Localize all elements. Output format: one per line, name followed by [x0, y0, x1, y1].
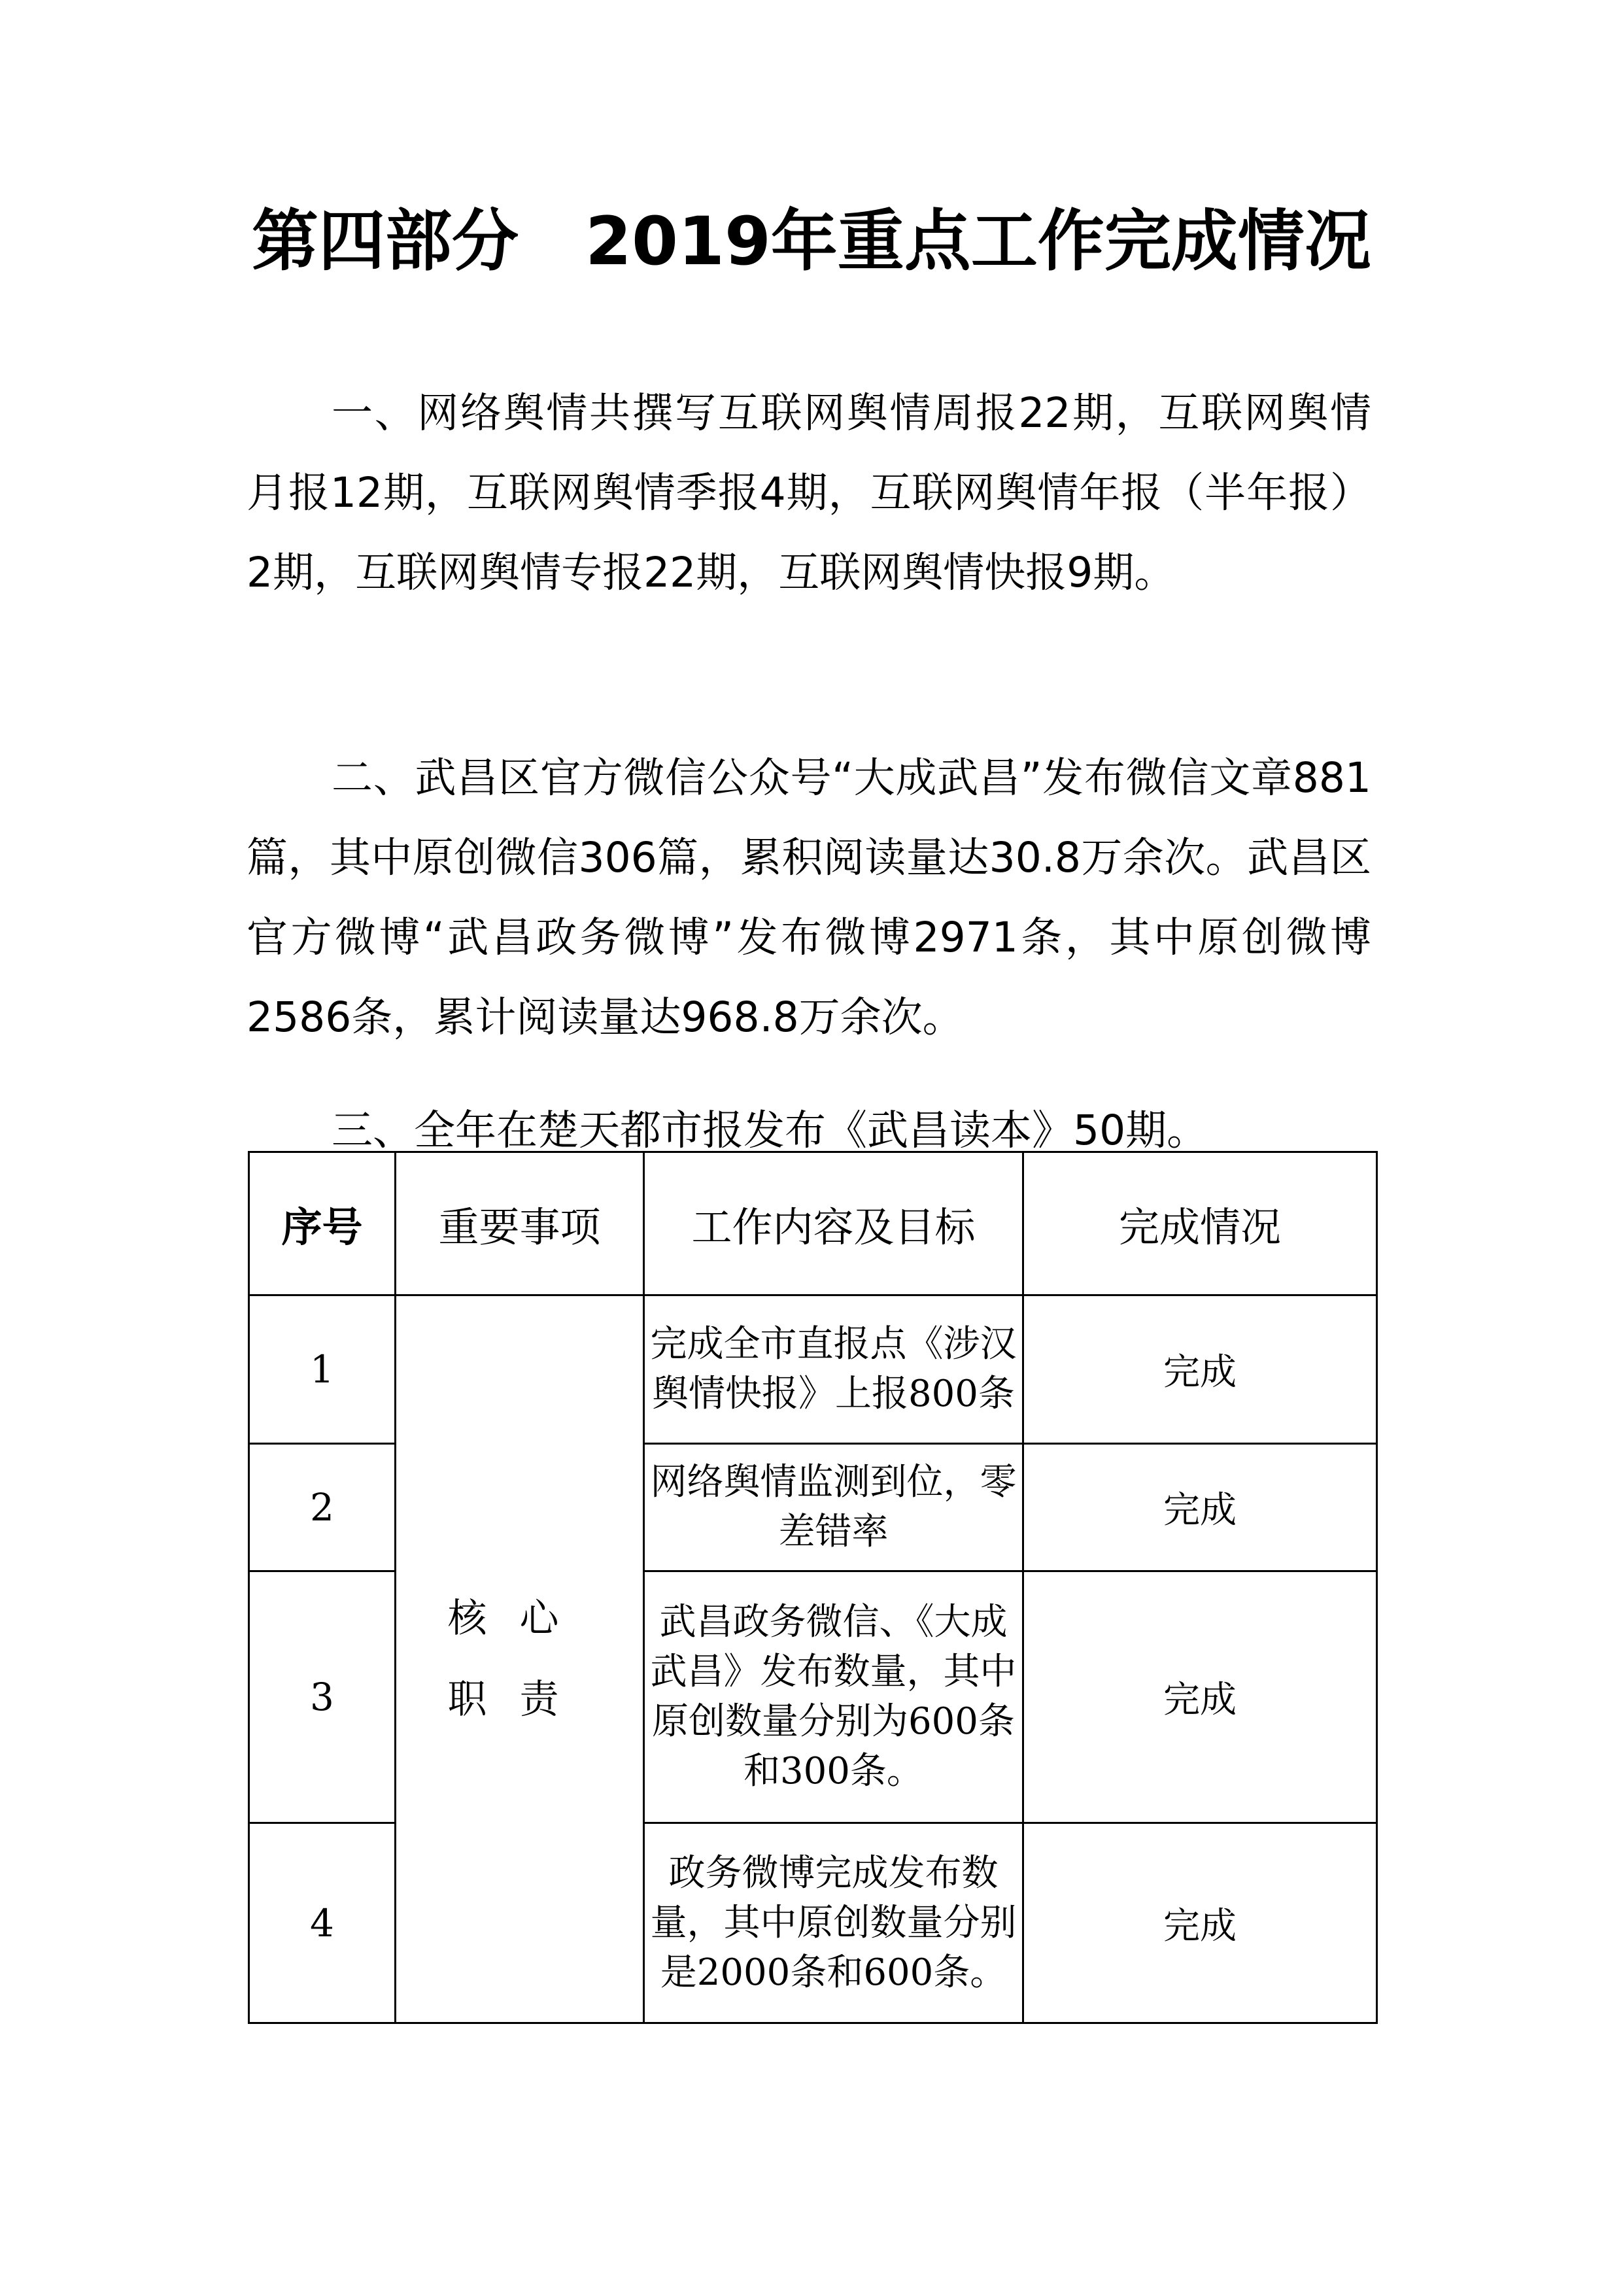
header-status: 完成情况	[1023, 1152, 1377, 1295]
work-completion-table	[248, 1151, 1378, 2024]
row-index: 4	[249, 1823, 396, 2023]
row-index: 3	[249, 1571, 396, 1823]
row-content: 武昌政务微信、《大成武昌》发布数量，其中原创数量分别为600条和300条。	[644, 1571, 1023, 1823]
row-index: 1	[249, 1295, 396, 1444]
page-title: 第四部分 2019年重点工作完成情况	[252, 203, 1371, 281]
category-label-line2: 职责	[447, 1677, 592, 1722]
table-row	[249, 1295, 1377, 1444]
category-label-line1: 核心	[447, 1596, 592, 1641]
row-status: 完成	[1023, 1823, 1377, 2023]
paragraph-reader-publication: 三、全年在楚天都市报发布《武昌读本》50期。	[332, 1106, 1208, 1154]
row-status: 完成	[1023, 1295, 1377, 1444]
paragraph-online-public-opinion: 一、网络舆情共撰写互联网舆情周报22期，互联网舆情月报12期，互联网舆情季报4期，互联网舆情年报（半年报）2期，互联网舆情专报22期，互联网舆情快报9期。	[247, 389, 1371, 596]
header-content: 工作内容及目标	[644, 1152, 1023, 1295]
row-content: 政务微博完成发布数量，其中原创数量分别是2000条和600条。	[644, 1823, 1023, 2023]
row-index: 2	[249, 1444, 396, 1571]
table-header-row	[249, 1152, 1377, 1295]
row-content: 网络舆情监测到位，零差错率	[644, 1444, 1023, 1571]
category-cell	[396, 1295, 644, 2023]
header-index: 序号	[249, 1152, 396, 1295]
header-item: 重要事项	[396, 1152, 644, 1295]
row-status: 完成	[1023, 1444, 1377, 1571]
paragraph-wechat-weibo: 二、武昌区官方微信公众号“大成武昌”发布微信文章881篇，其中原创微信306篇，累积阅读量达30.8万余次。武昌区官方微博“武昌政务微博”发布微博2971条，其中原创微博2586条，累计阅读量达968.8万余次。	[247, 754, 1371, 1041]
row-content: 完成全市直报点《涉汉舆情快报》上报800条	[644, 1295, 1023, 1444]
row-status: 完成	[1023, 1571, 1377, 1823]
